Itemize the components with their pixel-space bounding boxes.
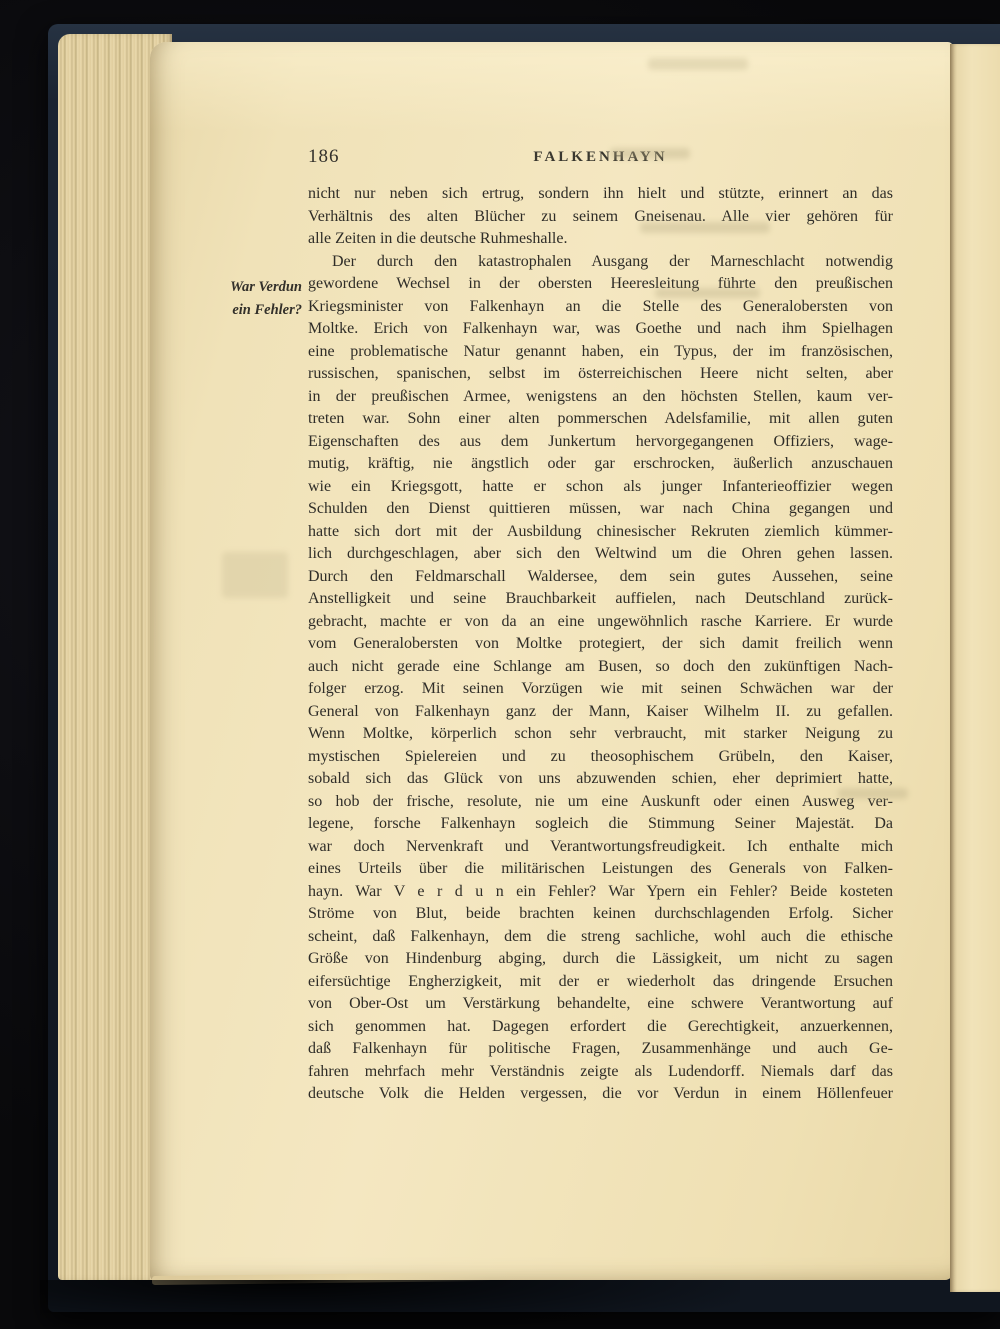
- body-line: gewordene Wechsel in der obersten Heeresleitung führte den preußischen: [308, 275, 893, 292]
- margin-note-line: ein Fehler?: [232, 301, 302, 318]
- body-line: gebracht, machte er von da an eine ungewöhnlich rasche Karriere. Er wurde: [308, 612, 893, 630]
- body-line: lich durchgeschlagen, aber sich den Weltwind um die Ohren gehen lassen.: [308, 545, 893, 562]
- showthrough-smudge: [640, 222, 770, 233]
- body-line: wie ein Kriegsgott, hatte er schon als junger Infanterieoffizier wegen: [308, 477, 893, 495]
- book-page: [150, 42, 953, 1280]
- body-line: Der durch den katastrophalen Ausgang der Marneschlacht notwendig: [332, 252, 893, 270]
- body-line: war doch Nervenkraft und Verantwortungsfreudigkeit. Ich enthalte mich: [308, 837, 893, 855]
- body-line: fahren mehrfach mehr Verständnis zeigte als Ludendorff. Niemals darf das: [308, 1062, 893, 1080]
- body-line: Moltke. Erich von Falkenhayn war, was Goethe und nach ihm Spielhagen: [308, 320, 893, 337]
- body-line: Anstelligkeit und seine Brauchbarkeit auffielen, nach Deutschland zurück-: [308, 590, 893, 607]
- facing-page-edge: [950, 44, 1000, 1292]
- showthrough-smudge: [222, 552, 288, 598]
- page-bottom-shadow: [40, 1280, 740, 1329]
- showthrough-smudge: [610, 148, 690, 159]
- body-line: Schulden den Dienst quittieren müssen, war nach China gegangen und: [308, 500, 893, 517]
- body-line: so hob der frische, resolute, nie um eine Auskunft oder einen Ausweg ver-: [308, 792, 893, 810]
- body-line: eine problematische Natur genannt haben, ein Typus, der im französischen,: [308, 342, 893, 360]
- body-line: sich genommen hat. Dagegen erfordert die Gerechtigkeit, anzuerkennen,: [308, 1017, 893, 1035]
- body-text: [308, 183, 893, 1106]
- body-line: General von Falkenhayn ganz der Mann, Kaiser Wilhelm II. zu gefallen.: [308, 702, 893, 720]
- body-line: Verhältnis des alten Blücher zu seinem Gneisenau. Alle vier gehören für: [308, 207, 893, 225]
- body-line: hatte sich dort mit der Ausbildung chinesischer Rekruten ziemlich kümmer-: [308, 522, 893, 540]
- body-line: Ströme von Blut, beide brachten keinen durchschlagenden Erfolg. Sicher: [308, 905, 893, 922]
- body-line: alle Zeiten in die deutsche Ruhmeshalle.: [308, 230, 568, 247]
- body-line: hayn. War V e r d u n ein Fehler? War Ypern ein Fehler? Beide kosteten: [308, 882, 893, 900]
- body-line: von Ober-Ost um Verstärkung behandelte, eine schwere Verantwortung auf: [308, 995, 893, 1012]
- body-line: mutig, kräftig, nie ängstlich oder gar erschrocken, äußerlich anzuschauen: [308, 455, 893, 472]
- body-line: Wenn Moltke, körperlich schon sehr verbraucht, mit starker Neigung zu: [308, 725, 893, 742]
- running-header: FALKENHAYN: [533, 149, 668, 165]
- body-line: vom Generalobersten von Moltke protegiert, der sich damit freilich wenn: [308, 635, 893, 652]
- body-line: eifersüchtige Engherzigkeit, mit der er wiederholt das dringende Ersuchen: [308, 972, 893, 990]
- page-number: 186: [308, 146, 340, 167]
- body-line: mystischen Spielereien und zu theosophischem Grübeln, den Kaiser,: [308, 747, 893, 765]
- showthrough-smudge: [655, 288, 760, 298]
- body-line: in der preußischen Armee, wenigstens an den höchsten Stellen, kaum ver-: [308, 387, 893, 405]
- body-line: Kriegsminister von Falkenhayn an die Stelle des Generalobersten von: [308, 297, 893, 315]
- body-line: folger erzog. Mit seinen Vorzügen wie mit seinen Schwächen war der: [308, 680, 893, 697]
- margin-note-line: War Verdun: [230, 279, 302, 295]
- body-line: treten war. Sohn einer alten pommerschen Adelsfamilie, mit allen guten: [308, 410, 893, 427]
- margin-note: [202, 276, 302, 321]
- showthrough-smudge: [838, 788, 908, 799]
- body-line: auch nicht gerade eine Schlange am Busen, so doch den zukünftigen Nach-: [308, 657, 893, 675]
- showthrough-smudge: [648, 58, 748, 70]
- body-line: legene, forsche Falkenhayn sogleich die Stimmung Seiner Majestät. Da: [308, 815, 893, 832]
- body-line: deutsche Volk die Helden vergessen, die vor Verdun in einem Höllenfeuer: [308, 1085, 893, 1102]
- page-header: [308, 146, 893, 170]
- body-line: Größe von Hindenburg abging, durch die Lässigkeit, um nicht zu sagen: [308, 950, 893, 967]
- body-line: russischen, spanischen, selbst im österreichischen Heere nicht selten, aber: [308, 365, 893, 382]
- body-line: sobald sich das Glück von uns abzuwenden schien, eher deprimiert hatte,: [308, 770, 893, 787]
- body-line: eines Urteils über die militärischen Leistungen des Generals von Falken-: [308, 860, 893, 877]
- body-line: scheint, daß Falkenhayn, dem die streng sachliche, wohl auch die ethische: [308, 927, 893, 945]
- body-line: Eigenschaften des aus dem Junkertum hervorgegangenen Offiziers, wage-: [308, 432, 893, 450]
- body-line: daß Falkenhayn für politische Fragen, Zusammenhänge und auch Ge-: [308, 1040, 893, 1057]
- body-line: nicht nur neben sich ertrug, sondern ihn hielt und stützte, erinnert an das: [308, 185, 893, 202]
- body-line: Durch den Feldmarschall Waldersee, dem sein gutes Aussehen, seine: [308, 567, 893, 585]
